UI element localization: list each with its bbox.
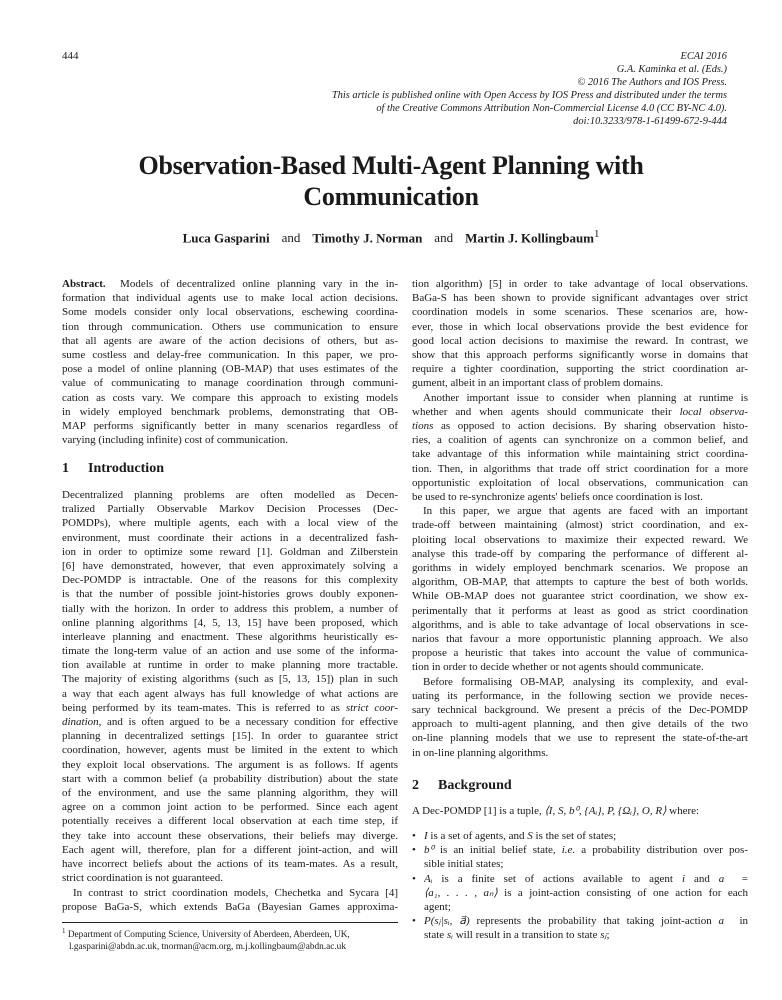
italic-text: strict coor- [345, 701, 398, 714]
list-item [412, 914, 748, 942]
text-segment: A Dec-POMDP [1] is a tuple, [412, 805, 545, 817]
text-line: varying (including infinite) cost of communication. [62, 434, 289, 447]
text-line: propose BaGa-S, which extends BaGa (Bayesian Games approxima- [62, 900, 398, 913]
italic-text: i [681, 872, 685, 885]
page-number: 444 [62, 50, 79, 62]
italic-text: ⟨a₁, . . . , aₙ⟩ [424, 886, 498, 899]
text-line: Another important issue to consider when planning at runtime is [423, 391, 748, 404]
paragraph [412, 804, 748, 818]
text-line [412, 405, 748, 419]
paragraph [412, 391, 748, 505]
text-line: be used to re-synchronize agents' beliefs once coordination is lost. [412, 490, 703, 503]
paragraph [412, 504, 748, 674]
text-line: BaGa-S has been shown to provide significant advantages over strict [412, 292, 748, 305]
italic-text: P(sⱼ|sᵢ, a⃗) [424, 915, 470, 928]
header-line: © 2016 The Authors and IOS Press. [577, 77, 727, 89]
text-line [62, 277, 398, 291]
footnote-rule [62, 922, 398, 923]
text-line: ploiting local observations to maximize their expected reward. We [412, 533, 748, 546]
header-line: G.A. Kaminka et al. (Eds.) [616, 64, 727, 76]
text-line: value of communicating to manage coordination through communi- [62, 377, 398, 390]
section-heading-introduction [62, 462, 398, 476]
text-segment: represents the probability that taking joint-action [469, 915, 719, 928]
text-line: coordination models in some scenarios. These scenarios are, how- [412, 306, 748, 319]
section-title: Introduction [88, 461, 164, 476]
text-line: in widely employed benchmark problems, demonstrating that OB- [62, 405, 398, 418]
author-separator: and [434, 230, 454, 246]
section-number: 2 [412, 778, 419, 793]
text-segment: ; [606, 929, 610, 942]
text-segment: is a finite set of actions available to agent [432, 872, 682, 885]
text-segment: Models of decentralized online planning vary in the in- [105, 278, 398, 290]
text-line: ever, those in which local observations provide the best evidence for [412, 320, 748, 333]
text-line: start with a common belief (a probability distribution) about the state [62, 772, 398, 785]
italic-text: tions [412, 419, 434, 432]
text-line: environment, must coordinate their actions in a decentralized fash- [62, 531, 398, 544]
abstract [62, 277, 398, 447]
text-line: tralized Partially Observable Markov Decision Processes (Dec- [62, 503, 398, 516]
author-name: Luca Gasparini [182, 230, 270, 246]
text-line: tion in order to decide whether or not agents should communicate. [412, 661, 704, 674]
text-line: planning in decentralized settings [15]. In order to guarantee strict [62, 730, 398, 743]
text-line [424, 886, 748, 900]
text-segment: is a set of agents, and [427, 830, 528, 842]
text-line: opportunistic exploitation of local observations, communication can [412, 476, 748, 489]
footnote-mark: 1 [594, 228, 600, 240]
text-line: perimentally that it performs at least as good as strict coordination [412, 604, 748, 617]
header-line: ECAI 2016 [680, 51, 727, 62]
text-segment: = [732, 872, 748, 885]
text-line [412, 419, 748, 433]
text-line: analyse this trade-off by comparing the performance of different al- [412, 547, 748, 560]
text-line: trade-off between maintaining (almost) strict coordination, and ex- [412, 519, 748, 532]
list-item [412, 843, 748, 871]
author-name: Martin J. Kollingbaum [465, 230, 595, 246]
publication-header [332, 50, 727, 129]
text-line: on-line planning models that we use to represent the state-of-the-art [412, 732, 748, 745]
text-line: sary technical background. We present a précis of the Dec-POMDP [412, 703, 748, 716]
text-line: Decentralized planning problems are often modelled as Decen- [62, 489, 398, 501]
text-line: take advantage of this information while maintaining strict coordina- [412, 448, 748, 461]
text-line: uating its performance, in the following section we provide neces- [412, 689, 748, 702]
footnote-mark: 1 [62, 927, 66, 935]
text-line: pose a model of online planning (OB-MAP) that uses estimates of the [62, 363, 398, 376]
author-name: Timothy J. Norman [312, 230, 423, 246]
paragraph [62, 488, 398, 885]
text-line: The majority of existing algorithms (such as [5, 13, 15]) plan in such [62, 673, 398, 686]
italic-text: sⱼ [600, 929, 607, 942]
header-doi: doi:10.3233/978-1-61499-672-9-444 [573, 116, 727, 128]
italic-text: b⁰ [424, 844, 434, 857]
paragraph-continued [412, 277, 748, 391]
footnote-line [62, 926, 398, 942]
italic-text: S [527, 830, 533, 842]
italic-text: local observa- [679, 405, 748, 418]
definition-list [412, 829, 748, 943]
text-line: algorithms, and is able to take advantage of local observations in sce- [412, 618, 748, 631]
text-segment: whether and when agents should communicate their [412, 405, 680, 418]
text-line: algorithm, OB-MAP, that attempts to capture the best of both worlds. [412, 576, 748, 589]
text-line: ion in order to optimize some reward [1]. Goldman and Zilberstein [62, 545, 398, 558]
text-segment: in [732, 915, 748, 928]
text-line [424, 829, 748, 843]
text-line: tion. Then, in algorithms that trade off strict coordination for a more [412, 462, 748, 475]
text-segment: will result in a transition to state [452, 929, 601, 942]
text-line: formation that individual agents use to make local action decisions. [62, 292, 398, 305]
paragraph [62, 886, 398, 914]
text-line: Each agent will, therefore, plan for a different joint-action, and will [62, 843, 398, 856]
text-line: gorithms in widely employed benchmark scenarios. We propose an [412, 561, 748, 574]
text-line: approach to multi-agent planning, and then give details of the two [412, 718, 748, 731]
text-line: [6] have demonstrated, however, that even approximately solving a [62, 559, 398, 572]
text-line: show that this approach performs significantly worse in domains that [412, 348, 748, 361]
text-segment: being performed by its team-mates. This is referred to as [62, 701, 346, 714]
text-line: have incorrect beliefs about the actions of its team-mates. As a result, [62, 857, 398, 870]
footnote-emails: l.gasparini@abdn.ac.uk, tnorman@acm.org, m.j.kollingbaum@abdn.ac.uk [69, 941, 346, 952]
footnote [62, 926, 398, 953]
author-separator: and [281, 230, 301, 246]
text-line: In this paper, we argue that agents are faced with an important [423, 505, 748, 518]
text-line: they take into account these observations, their beliefs may diverge. [62, 829, 398, 842]
bold-text: Abstract. [62, 278, 106, 290]
italic-text: dination [62, 716, 99, 728]
italic-text: sᵢ [446, 929, 453, 942]
italic-text: I [424, 830, 428, 842]
text-line [62, 701, 398, 715]
text-line: that all agents are aware of the action decisions of others, but as- [62, 334, 398, 347]
text-line: agree on a common joint action to be performed. Since each agent [62, 801, 398, 814]
text-line: potentially receives a different local observation at each time step, if [62, 815, 398, 828]
header-line: This article is published online with Open Access by IOS Press and distributed under the terms [331, 90, 727, 102]
text-line [62, 715, 398, 729]
list-item [412, 872, 748, 915]
italic-text: i.e. [561, 844, 576, 857]
author-list [0, 228, 782, 246]
text-line: Some models consider only local observations, eschewing coordina- [62, 306, 398, 319]
text-segment: where: [666, 805, 700, 817]
text-line: online planning algorithms [4, 5, 13, 15] have been proposed, which [62, 616, 398, 629]
text-line: ries, a coalition of agents can synchronize on a common belief, and [412, 434, 748, 447]
text-segment: and [685, 872, 719, 885]
text-line: of the environment, and use the same planning algorithm, they will [62, 786, 398, 799]
text-line: a way that each agent always has full knowledge of what actions are [62, 687, 398, 700]
section-heading-background [412, 779, 748, 793]
header-line: of the Creative Commons Attribution Non-Commercial License 4.0 (CC BY-NC 4.0). [376, 103, 727, 115]
italic-text: Aᵢ [424, 872, 433, 885]
text-segment: as opposed to action decisions. By sharing observation histo- [433, 419, 748, 432]
text-line: narios that favour a more opportunistic planning approach. We also [412, 632, 748, 645]
text-line [412, 804, 748, 818]
text-line: good local action decisions to maximise the reward. In contrast, we [412, 334, 748, 347]
text-line [424, 914, 748, 928]
text-line [424, 872, 748, 886]
text-segment: a probability distribution over pos- [575, 844, 748, 857]
section-title: Background [438, 778, 512, 793]
text-line: require a tighter coordination, supporting the strict coordination ar- [412, 363, 748, 376]
text-segment: state [424, 929, 447, 942]
title-line: Communication [303, 182, 479, 211]
text-segment: is the set of states; [532, 830, 617, 842]
text-line: they exploit local observations. The argument is as follows. If agents [62, 758, 398, 771]
text-line: In contrast to strict coordination models, Chechetka and Sycara [4] [73, 886, 398, 899]
text-line: MAP performs significantly better in many scenarios regardless of [62, 419, 398, 432]
paragraph [412, 675, 748, 760]
text-line: While OB-MAP does not guarantee strict coordination, we show ex- [412, 590, 748, 603]
section-number: 1 [62, 461, 69, 476]
text-line: tially with the horizon. In order to address this problem, a number of [62, 602, 398, 615]
text-segment: is a joint-action consisting of one action for each [497, 886, 748, 899]
text-line: interleave planning and enactment. These algorithms heuristically es- [62, 630, 398, 643]
text-line: sible initial states; [424, 858, 504, 871]
text-line: Before formalising OB-MAP, analysing its complexity, and eval- [423, 675, 748, 688]
text-line: tion through communication. Others use communication to ensure [62, 320, 398, 333]
text-line: tion available at runtime in order to make planning more tractable. [62, 659, 398, 672]
text-line: strict coordination is not guaranteed. [62, 872, 223, 885]
footnote-text: Department of Computing Science, University of Aberdeen, Aberdeen, UK, [67, 930, 350, 941]
text-line: Dec-POMDP is intractable. One of the reasons for this complexity [62, 574, 398, 587]
list-item [412, 829, 748, 843]
text-line: cation as costs vary. We compare this approach to existing models [62, 391, 398, 404]
text-line: propose a heuristic that takes into account the value of communica- [412, 647, 748, 660]
italic-text: a⃗ [718, 915, 733, 928]
text-line: timate the long-term value of an action and use some of the informa- [62, 645, 398, 658]
text-line: coordination, however, agents must be limited in the extent to which [62, 744, 398, 757]
text-line: is that the number of possible joint-histories grows doubly exponen- [62, 588, 398, 601]
text-line: sume costless and delay-free communication. In this paper, we pro- [62, 348, 398, 361]
text-line: tion algorithm) [5] in order to take advantage of local observations. [412, 278, 748, 290]
text-line: POMDPs), where multiple agents, each with a local view of the [62, 517, 398, 530]
italic-text: ⟨I, S, b⁰, {Aᵢ}, P, {Ωᵢ}, O, R⟩ [544, 805, 667, 817]
text-segment: is an initial belief state, [433, 844, 562, 857]
italic-text: a⃗ [718, 872, 733, 885]
text-line: agent; [424, 900, 451, 913]
title-line: Observation-Based Multi-Agent Planning with [138, 151, 644, 180]
paper-title [0, 150, 782, 212]
text-line [424, 843, 748, 857]
text-segment: , and is often argued to be a necessary condition for effective [98, 716, 398, 728]
text-line: in on-line planning algorithms. [412, 746, 549, 759]
text-line [424, 928, 748, 942]
text-line: gument, albeit in an important class of problem domains. [412, 377, 664, 390]
